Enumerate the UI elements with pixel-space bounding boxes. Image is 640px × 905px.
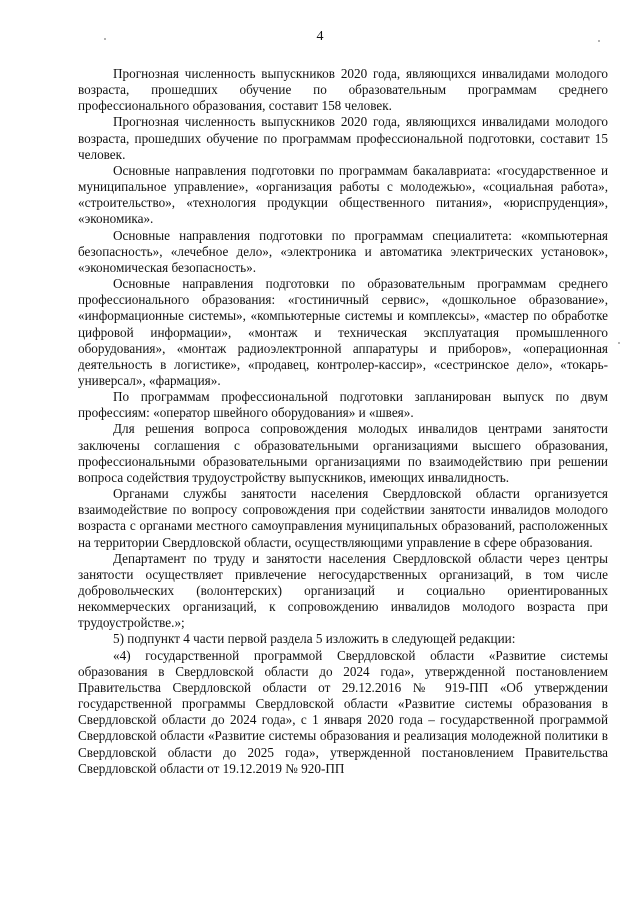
paragraph: Основные направления подготовки по образовательным программам среднего профессионального образования: «гостиничный сервис», «дошкольное образование», «информационные системы», «компьютерные системы и комплексы», «мастер по обработке цифровой информации», «монтаж и техническая эксплуатация промышленного оборудования», «монтаж радиоэлектронной аппаратуры и приборов», «операционная деятельность в логистике», «продавец, контролер-кассир», «сестринское дело», «токарь-универсал», «фармация».	[78, 276, 608, 388]
document-body	[78, 66, 608, 777]
paragraph: Органами службы занятости населения Свердловской области организуется взаимодействие по вопросу сопровождения при содействии занятости инвалидов молодого возраста с органами местного самоуправления муниципальных образований, расположенных на территории Свердловской области, осуществляющими управление в сфере образования.	[78, 486, 608, 550]
page-number: 4	[316, 29, 324, 44]
paragraph: Основные направления подготовки по программам бакалавриата: «государственное и муниципальное управление», «организация работы с молодежью», «социальная работа», «строительство», «технология продукции общественного питания», «юриспруденция», «экономика».	[78, 162, 608, 227]
paragraph: Прогнозная численность выпускников 2020 года, являющихся инвалидами молодого возраста, прошедших обучение по программам профессиональной подготовки, составит 15 человек.	[78, 114, 608, 162]
paragraph: 5) подпункт 4 части первой раздела 5 изложить в следующей редакции:	[113, 631, 516, 647]
paragraph: По программам профессиональной подготовки запланирован выпуск по двум профессиям: «оператор швейного оборудования» и «швея».	[78, 389, 608, 421]
scan-speck	[618, 342, 620, 344]
paragraph: «4) государственной программой Свердловской области «Развитие системы образования в Свердловской области до 2024 года», утвержденной постановлением Правительства Свердловской области от 29.12.2016 № 919-ПП «Об утверждении государственной программы Свердловской области «Развитие системы образования в Свердловской области до 2024 года», с 1 января 2020 года – государственной программой Свердловской области «Развитие системы образования и реализация молодежной политики в Свердловской области до 2025 года», утвержденной постановлением Правительства Свердловской области от 19.12.2019 № 920-ПП	[78, 647, 608, 776]
paragraph: Департамент по труду и занятости населения Свердловской области через центры занятости осуществляет привлечение негосударственных организаций, в том числе добровольческих (волонтерских) организаций и социально ориентированных некоммерческих организаций, к сопровождению инвалидов молодого возраста при трудоустройстве.»;	[78, 550, 608, 631]
paragraph: Для решения вопроса сопровождения молодых инвалидов центрами занятости заключены соглашения с образовательными организациями высшего образования, профессиональными образовательными организациями по взаимодействию при решении вопроса содействия трудоустройству выпускников, имеющих инвалидность.	[78, 421, 608, 485]
paragraph: Основные направления подготовки по программам специалитета: «компьютерная безопасность», «лечебное дело», «электроника и автоматика электрических установок», «экономическая безопасность».	[78, 227, 608, 275]
paragraph: Прогнозная численность выпускников 2020 года, являющихся инвалидами молодого возраста, прошедших обучение по образовательным программам среднего профессионального образования, составит 158 человек.	[78, 66, 608, 114]
